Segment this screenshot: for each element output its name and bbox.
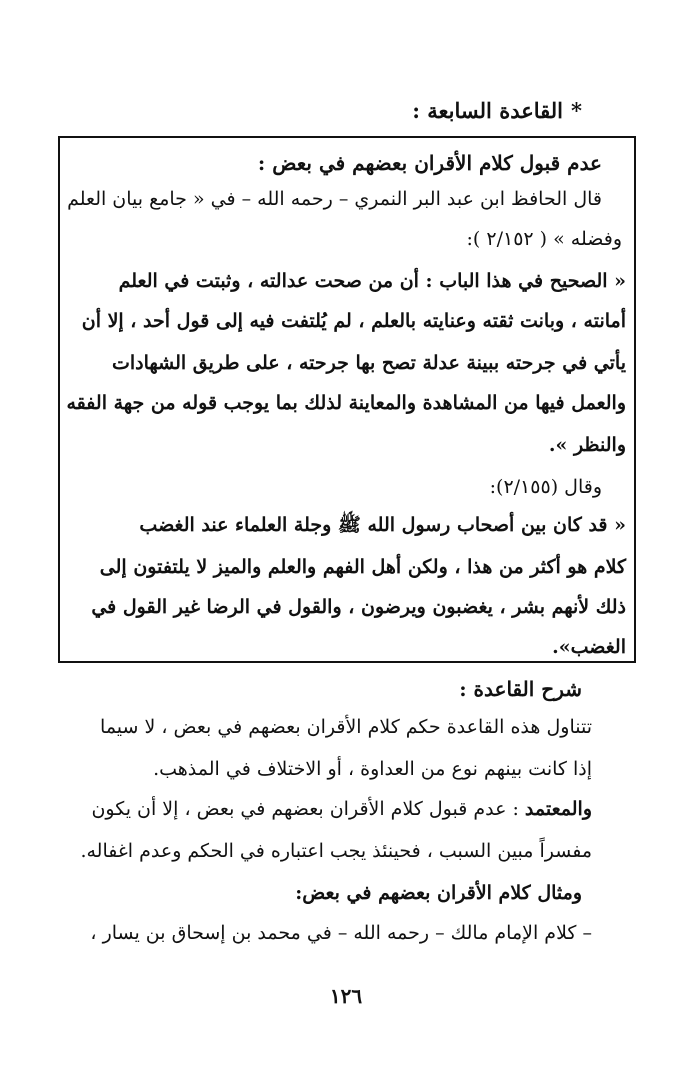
example-line-1: – كلام الإمام مالك – رحمه الله – في محمد بن إسحاق بن يسار ،	[90, 922, 592, 944]
box-line-8: وقال (٢/١٥٥):	[489, 476, 602, 498]
rule-title: القاعدة السابعة :	[412, 98, 564, 123]
star-marker: *	[571, 98, 582, 123]
box-line-10: كلام هو أكثر من هذا ، ولكن أهل الفهم والعلم والميز لا يلتفتون إلى	[99, 556, 626, 578]
box-title: عدم قبول كلام الأقران بعضهم في بعض :	[257, 151, 602, 175]
relied-upon-text: : عدم قبول كلام الأقران بعضهم في بعض ، إلا أن يكون	[91, 798, 525, 820]
example-heading: ومثال كلام الأقران بعضهم في بعض:	[295, 882, 582, 904]
box-line-9: « قد كان بين أصحاب رسول الله ﷺ وجلة العلماء عند الغضب	[139, 514, 626, 536]
box-line-12: الغضب».	[552, 636, 626, 658]
box-line-5: يأتي في جرحته ببينة عدلة تصح بها جرحته ، على طريق الشهادات	[111, 352, 626, 374]
box-line-3: « الصحيح في هذا الباب : أن من صحت عدالته ، وثبتت في العلم	[118, 270, 626, 292]
page-number: ١٢٦	[329, 984, 363, 1008]
explanation-line-4: مفسراً مبين السبب ، فحينئذ يجب اعتباره في الحكم وعدم اغفاله.	[80, 840, 592, 862]
relied-upon-label: والمعتمد	[524, 798, 592, 820]
rule-heading	[412, 98, 582, 123]
box-line-1: قال الحافظ ابن عبد البر النمري – رحمه الله – في « جامع بيان العلم	[67, 188, 602, 210]
explanation-line-2: إذا كانت بينهم نوع من العداوة ، أو الاختلاف في المذهب.	[153, 758, 592, 780]
box-line-6: والعمل فيها من المشاهدة والمعاينة لذلك بما يوجب قوله من جهة الفقه	[66, 392, 626, 414]
box-line-7: والنظر ».	[548, 434, 626, 456]
explanation-line-3	[91, 796, 592, 822]
box-line-11: ذلك لأنهم بشر ، يغضبون ويرضون ، والقول في الرضا غير القول في	[91, 596, 626, 618]
box-line-2: وفضله » ( ٢/١٥٢ ):	[466, 228, 622, 250]
box-line-4: أمانته ، وبانت ثقته وعنايته بالعلم ، لم يُلتفت فيه إلى قول أحد ، إلا أن	[81, 310, 626, 332]
explanation-heading: شرح القاعدة :	[459, 677, 582, 701]
explanation-line-1: تتناول هذه القاعدة حكم كلام الأقران بعضهم في بعض ، لا سيما	[100, 716, 592, 738]
